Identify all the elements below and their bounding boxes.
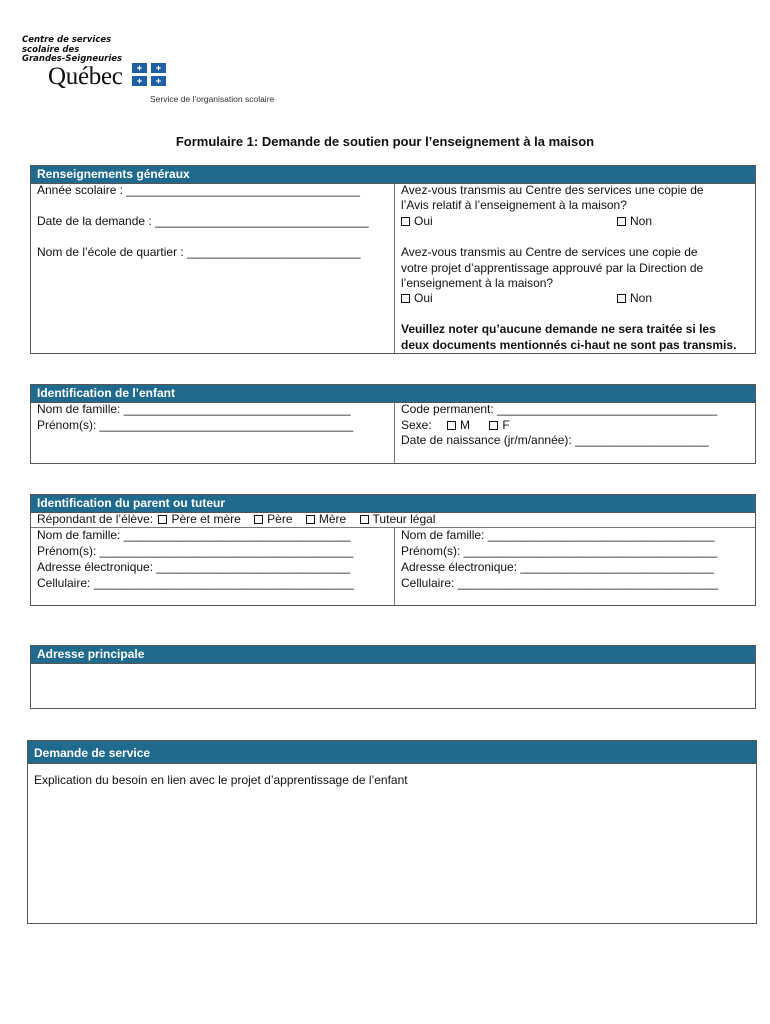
q2-non-option[interactable] — [615, 291, 652, 306]
school-name-field[interactable]: Nom de l’école de quartier : __________________________ — [37, 245, 361, 259]
service-name: Service de l’organisation scolaire — [150, 94, 275, 104]
question-2-line-1: Avez-vous transmis au Centre de services une copie de — [401, 245, 698, 259]
respondent-mother-label: Mère — [318, 512, 347, 526]
organization-name — [22, 36, 122, 65]
parent1-email-field[interactable]: Adresse électronique: _____________________________ — [37, 560, 350, 574]
parent2-last-name-field[interactable]: Nom de famille: __________________________________ — [401, 528, 715, 542]
school-year-field[interactable]: Année scolaire : ___________________________________ — [37, 183, 360, 197]
column-divider — [394, 183, 395, 353]
column-divider — [394, 527, 395, 605]
parent2-cell-field[interactable]: Cellulaire: _______________________________________ — [401, 576, 718, 590]
quebec-wordmark: Québec — [48, 63, 123, 90]
checkbox-icon[interactable] — [489, 421, 498, 430]
child-first-name-field[interactable]: Prénom(s): ______________________________________ — [37, 418, 354, 432]
parent1-first-name-field[interactable]: Prénom(s): ______________________________________ — [37, 544, 354, 558]
question-2-line-2: votre projet d’apprentissage approuvé par la Direction de — [401, 261, 704, 275]
form-title: Formulaire 1: Demande de soutien pour l’enseignement à la maison — [175, 134, 595, 149]
address-input-area[interactable] — [31, 664, 755, 708]
checkbox-icon[interactable] — [401, 217, 410, 226]
note-line-2: deux documents mentionnés ci-haut ne sont pas transmis. — [401, 338, 737, 352]
parent2-first-name-field[interactable]: Prénom(s): ______________________________________ — [401, 544, 718, 558]
question-1-line-2: l’Avis relatif à l’enseignement à la maison? — [401, 198, 627, 212]
checkbox-icon[interactable] — [306, 515, 315, 524]
checkbox-icon[interactable] — [401, 294, 410, 303]
child-last-name-field[interactable]: Nom de famille: __________________________________ — [37, 402, 351, 416]
quebec-flag-icon — [132, 63, 166, 86]
child-heading: Identification de l’enfant — [31, 385, 755, 403]
column-divider — [394, 402, 395, 463]
parent1-cell-field[interactable]: Cellulaire: _______________________________________ — [37, 576, 354, 590]
note-line-1: Veuillez noter qu’aucune demande ne sera traitée si les — [401, 322, 716, 336]
birth-date-field[interactable]: Date de naissance (jr/m/année): ____________________ — [401, 433, 709, 447]
request-date-field[interactable]: Date de la demande : ________________________________ — [37, 214, 369, 228]
q1-oui-label: Oui — [414, 214, 433, 228]
org-line-2: scolaire des — [22, 44, 80, 55]
need-explanation-label: Explication du besoin en lien avec le projet d’apprentissage de l’enfant — [34, 773, 408, 787]
respondent-father-label: Père — [267, 512, 293, 526]
org-line-1: Centre de services — [22, 35, 112, 45]
child-section — [30, 384, 756, 464]
question-1-line-1: Avez-vous transmis au Centre des services une copie de — [401, 183, 704, 197]
q1-oui-option[interactable] — [399, 214, 433, 229]
service-request-section — [27, 740, 757, 924]
general-info-heading: Renseignements généraux — [31, 166, 755, 184]
parent1-last-name-field[interactable]: Nom de famille: __________________________________ — [37, 528, 351, 542]
parent-section — [30, 494, 756, 606]
permanent-code-field[interactable]: Code permanent: _________________________________ — [401, 402, 718, 416]
checkbox-icon[interactable] — [447, 421, 456, 430]
sex-m-label: M — [460, 418, 471, 432]
q2-oui-option[interactable] — [399, 291, 433, 306]
respondent-row — [37, 512, 435, 527]
address-section — [30, 645, 756, 709]
need-explanation-input[interactable] — [28, 791, 756, 923]
checkbox-icon[interactable] — [158, 515, 167, 524]
address-heading: Adresse principale — [31, 646, 755, 664]
sex-label: Sexe: — [401, 418, 432, 432]
sex-f-label: F — [502, 418, 510, 432]
respondent-label: Répondant de l’élève: — [37, 512, 154, 526]
q2-non-label: Non — [630, 291, 653, 305]
general-info-section — [30, 165, 756, 354]
question-2-line-3: l’enseignement à la maison? — [401, 276, 554, 290]
checkbox-icon[interactable] — [360, 515, 369, 524]
org-line-3: Grandes-Seigneuries — [22, 54, 123, 64]
respondent-guardian-label: Tuteur légal — [372, 512, 436, 526]
parent-heading: Identification du parent ou tuteur — [31, 495, 755, 513]
q2-oui-label: Oui — [414, 291, 433, 305]
checkbox-icon[interactable] — [617, 217, 626, 226]
parent2-email-field[interactable]: Adresse électronique: _____________________________ — [401, 560, 714, 574]
service-request-heading: Demande de service — [28, 741, 756, 764]
sex-field — [401, 418, 510, 433]
checkbox-icon[interactable] — [254, 515, 263, 524]
checkbox-icon[interactable] — [617, 294, 626, 303]
q1-non-option[interactable] — [615, 214, 652, 229]
q1-non-label: Non — [630, 214, 653, 228]
respondent-both-label: Père et mère — [171, 512, 241, 526]
